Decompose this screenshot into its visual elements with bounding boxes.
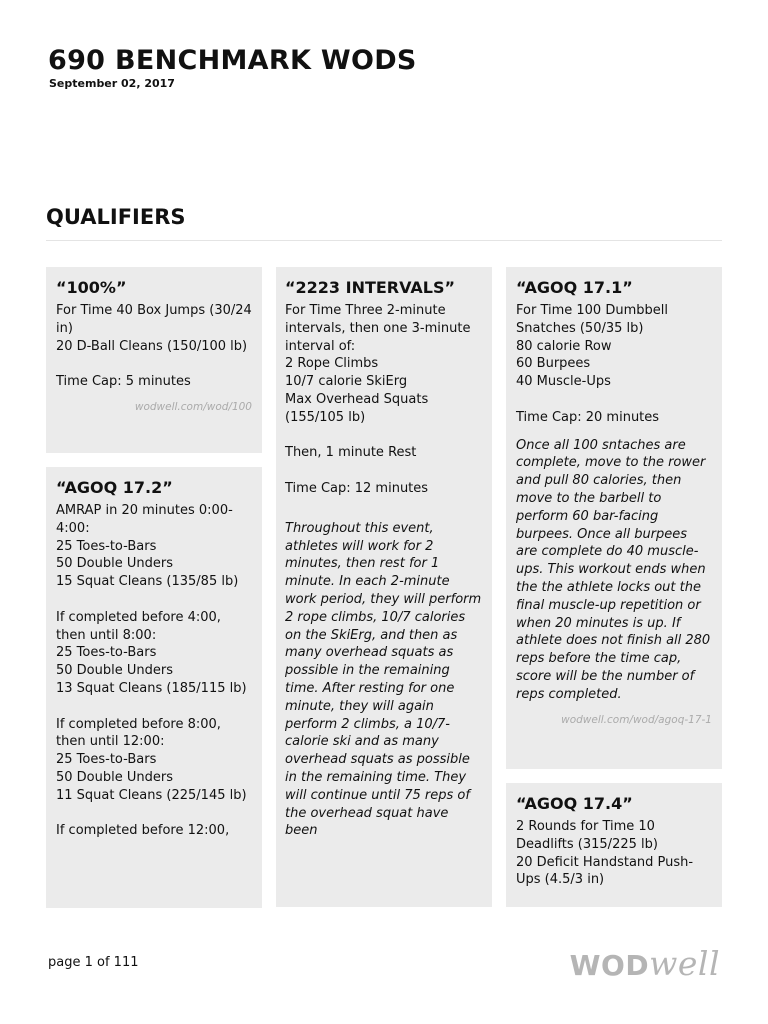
wod-description: For Time Three 2-minute intervals, then one 3-minute interval of: 2 Rope Climbs 10/7 calorie SkiErg Max Overhead Squats (155/105 lb) Then, 1 minute Rest Time Cap: 12 minutes	[285, 303, 471, 496]
page-number: page 1 of 111	[48, 955, 139, 970]
wod-link[interactable]: wodwell.com/wod/100	[134, 400, 252, 413]
document-date: September 02, 2017	[49, 77, 175, 90]
wod-note: Throughout this event, athletes will work for 2 minutes, then rest for 1 minute. In each 2-minute work period, they will perform 2 rope climbs, 10/7 calories on the SkiErg, and then as many overhead squats as possible in the remaining time. After resting for one minute, they will again perform 2 climbs, a 10/7-calorie ski and as many overhead squats as possible in the remaining time. They will continue until 75 reps of the overhead squat have been	[285, 520, 482, 839]
wod-note: Once all 100 sntaches are complete, move to the rower and pull 80 calories, then move to the barbell to perform 60 bar-facing burpees. Once all burpees are complete do 40 muscle-ups. This workout ends when the the athlete locks out the final muscle-up repetition or when 20 minutes is up. If athlete does not finish all 280 reps before the time cap, score will be the number of reps completed.	[516, 437, 711, 702]
wodwell-logo	[570, 944, 720, 986]
wod-title: “2223 INTERVALS”	[285, 278, 456, 297]
wod-card-agoq-17-4	[506, 783, 722, 907]
wod-card-100	[46, 267, 262, 453]
wod-title: “100%”	[56, 278, 127, 297]
column-left	[46, 267, 262, 922]
wod-title: “AGOQ 17.2”	[56, 478, 173, 497]
wod-description: For Time 100 Dumbbell Snatches (50/35 lb) 80 calorie Row 60 Burpees 40 Muscle-Ups Time Cap: 20 minutes	[516, 303, 668, 425]
wod-card-agoq-17-2	[46, 467, 262, 908]
logo-wod-text: WOD	[569, 949, 650, 982]
column-right	[506, 267, 722, 921]
section-title: QUALIFIERS	[46, 205, 186, 229]
column-middle	[276, 267, 492, 921]
wod-description: 2 Rounds for Time 10 Deadlifts (315/225 lb) 20 Deficit Handstand Push-Ups (4.5/3 in)	[516, 819, 694, 888]
logo-well-text: well	[649, 944, 720, 983]
wod-description: For Time 40 Box Jumps (30/24 in) 20 D-Ball Cleans (150/100 lb) Time Cap: 5 minutes	[56, 303, 252, 390]
section-divider	[46, 240, 722, 241]
wod-card-2223-intervals	[276, 267, 492, 907]
wod-card-agoq-17-1	[506, 267, 722, 769]
wod-title: “AGOQ 17.1”	[516, 278, 633, 297]
document-title: 690 BENCHMARK WODS	[48, 45, 417, 76]
wod-description: AMRAP in 20 minutes 0:00-4:00: 25 Toes-to-Bars 50 Double Unders 15 Squat Cleans (135/85 lb) If completed before 4:00, then until 8:00: 25 Toes-to-Bars 50 Double Unders 13 Squat Cleans (185/115 lb) If completed before 8:00, then until 12:00: 25 Toes-to-Bars 50 Double Unders 11 Squat Cleans (225/145 lb) If completed before 12:00,	[56, 503, 247, 839]
wod-title: “AGOQ 17.4”	[516, 794, 633, 813]
wod-link[interactable]: wodwell.com/wod/agoq-17-1	[561, 713, 712, 726]
